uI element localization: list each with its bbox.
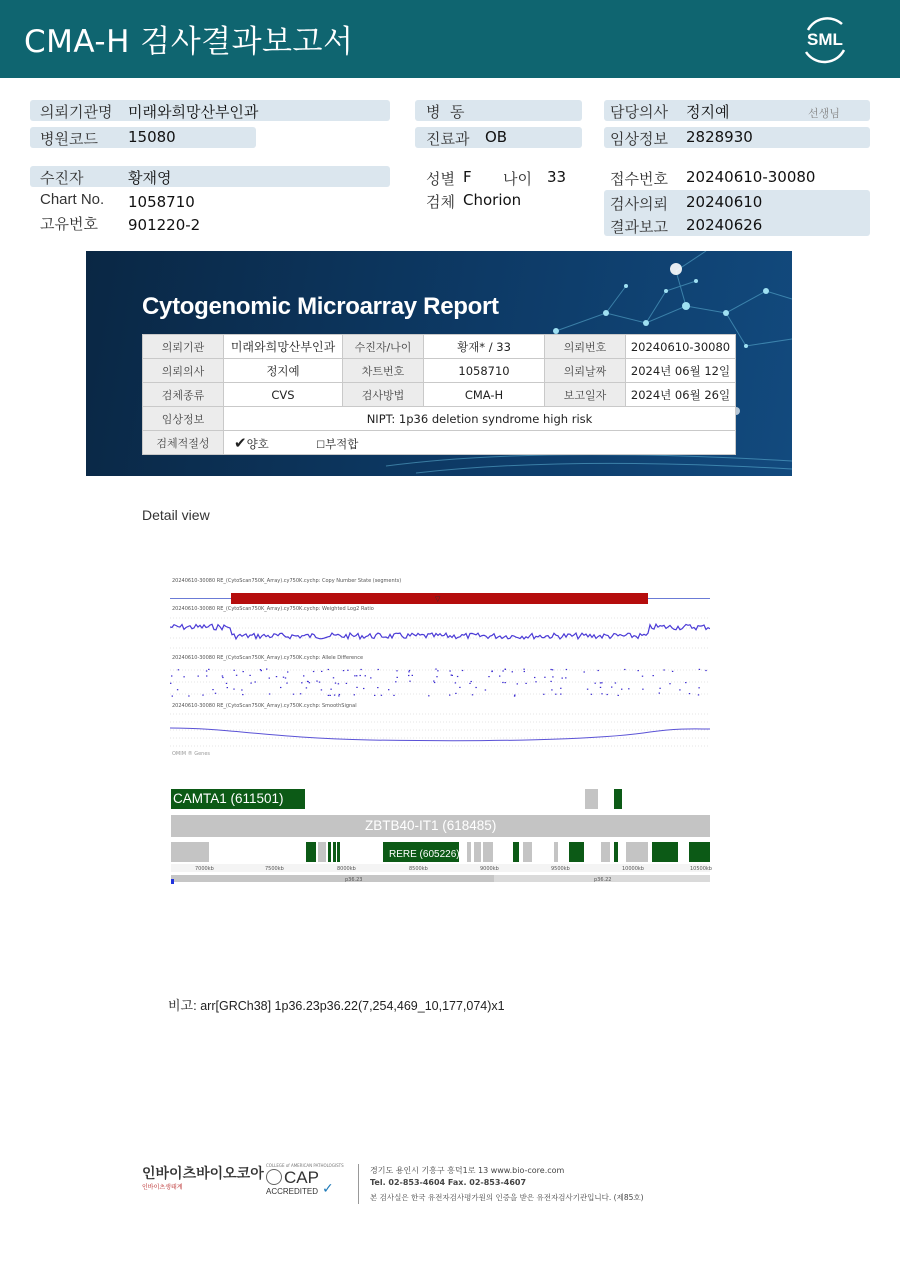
allele-point — [287, 671, 288, 672]
allele-point — [434, 682, 435, 683]
allele-point — [215, 693, 216, 694]
gene-block — [614, 789, 622, 809]
allele-point — [206, 675, 207, 676]
allele-point — [172, 696, 173, 697]
allele-point — [354, 694, 355, 695]
allele-difference-track — [170, 662, 710, 702]
allele-point — [307, 681, 308, 682]
allele-point — [233, 689, 234, 690]
cap-main-text: CAP — [284, 1168, 319, 1187]
allele-point — [705, 670, 706, 671]
allele-point — [319, 682, 320, 683]
allele-point — [455, 682, 456, 683]
allele-point — [699, 669, 700, 670]
report-banner — [86, 251, 792, 476]
allele-point — [615, 682, 616, 683]
department-value: OB — [485, 128, 508, 146]
allele-point — [370, 677, 371, 678]
table-cell: 차트번호 — [343, 359, 424, 383]
axis-tick: 8500kb — [409, 866, 428, 872]
allele-point — [354, 675, 355, 676]
sex-label: 성별 — [426, 170, 455, 188]
allele-point — [338, 683, 339, 684]
allele-point — [607, 694, 608, 695]
allele-point — [624, 669, 625, 670]
allele-point — [517, 683, 518, 684]
allele-point — [321, 671, 322, 672]
table-cell: 수진자/나이 — [343, 335, 424, 359]
allele-point — [339, 694, 340, 695]
allele-point — [408, 671, 409, 672]
checkmark-icon: ✔ — [234, 433, 247, 452]
allele-point — [618, 695, 619, 696]
band-label: p36.22 — [594, 877, 612, 883]
allele-point — [550, 681, 551, 682]
allele-point — [611, 687, 612, 688]
allele-point — [523, 669, 524, 670]
allele-point — [293, 694, 294, 695]
allele-point — [543, 694, 544, 695]
report-date-label: 결과보고 — [610, 218, 668, 236]
table-cell: 황재* / 33 — [424, 335, 545, 359]
allele-point — [377, 687, 378, 688]
allele-point — [321, 689, 322, 690]
allele-point — [544, 677, 545, 678]
allele-point — [171, 675, 172, 676]
allele-point — [409, 681, 410, 682]
request-value: 20240610 — [686, 193, 763, 211]
allele-point — [412, 675, 413, 676]
allele-point — [659, 693, 660, 694]
allele-point — [601, 693, 602, 694]
request-label: 검사의뢰 — [610, 195, 668, 213]
track-label: 20240610-30080 RE_(CytoScan750K_Array).cy750K.cychp: Copy Number State (segments) — [172, 578, 402, 584]
allele-point — [598, 670, 599, 671]
allele-point — [600, 682, 601, 683]
allele-point — [397, 677, 398, 678]
allele-point — [276, 676, 277, 677]
allele-point — [505, 669, 506, 670]
allele-point — [449, 695, 450, 696]
allele-point — [471, 681, 472, 682]
allele-point — [316, 681, 317, 682]
axis-tick: 7500kb — [265, 866, 284, 872]
table-cell: 2024년 06월 12일 — [626, 359, 736, 383]
allele-point — [283, 677, 284, 678]
allele-point — [551, 689, 552, 690]
allele-point — [535, 681, 536, 682]
track-label: OMIM ® Genes — [172, 751, 211, 757]
suitability-good: 양호 — [246, 436, 269, 451]
allele-point — [378, 669, 379, 670]
allele-point — [347, 670, 348, 671]
allele-point — [628, 688, 629, 689]
sex-value: F — [463, 168, 472, 186]
smooth-signal-track — [170, 710, 710, 750]
allele-point — [309, 682, 310, 683]
allele-point — [552, 676, 553, 677]
table-cell: 검체종류 — [143, 383, 224, 407]
allele-point — [514, 695, 515, 696]
allele-point — [566, 669, 567, 670]
table-cell: 의뢰기관 — [143, 335, 224, 359]
table-row — [143, 383, 736, 407]
allele-point — [208, 669, 209, 670]
axis-tick: 8000kb — [337, 866, 356, 872]
allele-point — [356, 675, 357, 676]
allele-point — [328, 695, 329, 696]
allele-point — [663, 669, 664, 670]
track-label: 20240610-30080 RE_(CytoScan750K_Array).cy750K.cychp: SmoothSignal — [172, 703, 357, 709]
gene-block — [585, 789, 598, 809]
allele-point — [388, 689, 389, 690]
clinical-label: 임상정보 — [610, 130, 668, 148]
allele-point — [202, 695, 203, 696]
allele-point — [222, 675, 223, 676]
gene-label: ZBTB40-IT1 (618485) — [365, 818, 497, 833]
gene-zbtb40 — [171, 815, 710, 837]
allele-point — [365, 675, 366, 676]
allele-point — [243, 671, 244, 672]
allele-point — [433, 681, 434, 682]
institution-label: 의뢰기관명 — [40, 103, 113, 121]
allele-point — [242, 694, 243, 695]
allele-point — [188, 695, 189, 696]
allele-point — [462, 670, 463, 671]
allele-point — [363, 688, 364, 689]
allele-point — [502, 670, 503, 671]
allele-point — [177, 689, 178, 690]
allele-point — [381, 695, 382, 696]
allele-point — [525, 683, 526, 684]
remark-label: 비고: — [168, 998, 197, 1013]
allele-point — [330, 689, 331, 690]
allele-point — [502, 682, 503, 683]
clinical-info-label: 임상정보 — [143, 407, 224, 431]
allele-point — [659, 688, 660, 689]
remark — [168, 995, 505, 1014]
ward-label: 병 동 — [426, 103, 465, 121]
cap-top-text: COLLEGE of AMERICAN PATHOLOGISTS — [266, 1163, 344, 1168]
allele-point — [330, 695, 331, 696]
table-row — [143, 359, 736, 383]
log2-ratio-track — [170, 613, 710, 653]
axis-tick: 9500kb — [551, 866, 570, 872]
allele-point — [562, 678, 563, 679]
allele-point — [343, 670, 344, 671]
age-value: 33 — [547, 168, 567, 186]
allele-point — [587, 689, 588, 690]
allele-point — [601, 682, 602, 683]
company-name: 인바이츠바이오코아 — [142, 1166, 264, 1182]
allele-point — [488, 676, 489, 677]
allele-point — [457, 676, 458, 677]
axis-tick: 10000kb — [622, 866, 644, 872]
allele-point — [638, 670, 639, 671]
allele-point — [437, 670, 438, 671]
doctor-suffix: 선생님 — [808, 107, 840, 120]
cap-accredited-text: ACCREDITED — [266, 1187, 319, 1196]
table-cell: 1058710 — [424, 359, 545, 383]
department-label: 진료과 — [426, 130, 470, 148]
table-row — [143, 431, 736, 455]
track-label: 20240610-30080 RE_(CytoScan750K_Array).cy750K.cychp: Allele Difference — [172, 655, 364, 661]
chart-value: 1058710 — [128, 193, 195, 211]
table-cell: CVS — [224, 383, 343, 407]
allele-point — [227, 687, 228, 688]
allele-point — [313, 671, 314, 672]
unique-label: 고유번호 — [40, 215, 98, 233]
table-row — [143, 407, 736, 431]
allele-point — [475, 687, 476, 688]
table-cell: 정지예 — [224, 359, 343, 383]
patient-label: 수진자 — [40, 169, 84, 187]
allele-point — [653, 675, 654, 676]
allele-point — [269, 693, 270, 694]
allele-point — [409, 670, 410, 671]
allele-point — [333, 677, 334, 678]
remark-value: arr[GRCh38] 1p36.23p36.22(7,254,469_10,177,074)x1 — [200, 999, 505, 1013]
axis-tick: 9000kb — [480, 866, 499, 872]
allele-point — [212, 689, 213, 690]
allele-point — [621, 689, 622, 690]
sml-logo — [798, 12, 852, 66]
unique-value: 901220-2 — [128, 216, 201, 234]
allele-point — [360, 669, 361, 670]
allele-point — [505, 682, 506, 683]
allele-point — [178, 669, 179, 670]
clinical-value: 2828930 — [686, 128, 753, 146]
gene-label: CAMTA1 (611501) — [173, 791, 284, 806]
allele-point — [642, 676, 643, 677]
table-cell: 의뢰의사 — [143, 359, 224, 383]
banner-title: Cytogenomic Microarray Report — [142, 293, 499, 320]
allele-point — [393, 695, 394, 696]
table-cell: 의뢰번호 — [545, 335, 626, 359]
doctor-value: 정지예 — [686, 103, 730, 121]
cap-seal-icon — [266, 1169, 282, 1185]
table-cell: 미래와희망산부인과 — [224, 335, 343, 359]
allele-point — [428, 695, 429, 696]
allele-point — [286, 683, 287, 684]
allele-point — [360, 675, 361, 676]
table-cell: 2024년 06월 26일 — [626, 383, 736, 407]
footer-divider — [358, 1164, 359, 1204]
allele-point — [685, 682, 686, 683]
allele-point — [334, 695, 335, 696]
allele-point — [584, 671, 585, 672]
allele-point — [261, 670, 262, 671]
table-cell: 검사방법 — [343, 383, 424, 407]
info-bar — [30, 166, 390, 187]
allele-point — [249, 675, 250, 676]
allele-point — [236, 675, 237, 676]
table-cell: CMA-H — [424, 383, 545, 407]
allele-point — [338, 695, 339, 696]
allele-point — [512, 671, 513, 672]
allele-point — [266, 669, 267, 670]
report-date-value: 20240626 — [686, 216, 763, 234]
allele-point — [280, 687, 281, 688]
allele-point — [306, 687, 307, 688]
allele-point — [396, 670, 397, 671]
allele-point — [600, 687, 601, 688]
allele-point — [669, 683, 670, 684]
footer-tel: Tel. 02-853-4604 Fax. 02-853-4607 — [370, 1178, 527, 1187]
institution-value: 미래와희망산부인과 — [128, 103, 259, 121]
suitability-label: 검체적절성 — [143, 431, 224, 455]
suitability-options — [224, 431, 736, 455]
band-label: p36.23 — [345, 877, 363, 883]
allele-point — [698, 687, 699, 688]
allele-point — [255, 681, 256, 682]
allele-point — [679, 689, 680, 690]
allele-point — [408, 675, 409, 676]
gene-camta1 — [171, 789, 305, 809]
allele-point — [560, 694, 561, 695]
logo-text: SML — [807, 30, 843, 49]
allele-point — [672, 671, 673, 672]
allele-point — [269, 678, 270, 679]
doctor-label: 담당의사 — [610, 103, 668, 121]
allele-point — [485, 689, 486, 690]
allele-point — [555, 694, 556, 695]
allele-point — [499, 676, 500, 677]
microarray-plot — [170, 575, 710, 760]
allele-point — [206, 670, 207, 671]
allele-point — [534, 677, 535, 678]
allele-point — [595, 683, 596, 684]
report-summary-table — [142, 334, 736, 455]
allele-point — [395, 681, 396, 682]
allele-point — [642, 689, 643, 690]
allele-point — [250, 683, 251, 684]
allele-point — [472, 694, 473, 695]
allele-point — [469, 683, 470, 684]
gene-rere-label: RERE (605226) — [389, 849, 460, 860]
receipt-value: 20240610-30080 — [686, 168, 816, 186]
clinical-info-value: NIPT: 1p36 deletion syndrome high risk — [224, 407, 736, 431]
axis-tick: 7000kb — [195, 866, 214, 872]
hospital-code-value: 15080 — [128, 128, 176, 146]
suitability-bad: 부적합 — [325, 436, 359, 451]
allele-point — [449, 670, 450, 671]
checkbox-icon: ☐ — [316, 439, 326, 451]
track-label: 20240610-30080 RE_(CytoScan750K_Array).cy750K.cychp: Weighted Log2 Ratio — [172, 606, 374, 612]
allele-point — [435, 669, 436, 670]
specimen-value: Chorion — [463, 191, 522, 209]
page-title: CMA-H 검사결과보고서 — [24, 24, 354, 60]
hospital-code-label: 병원코드 — [40, 130, 98, 148]
allele-point — [198, 676, 199, 677]
chart-label: Chart No. — [40, 191, 105, 208]
allele-point — [491, 671, 492, 672]
allele-point — [170, 683, 171, 684]
allele-point — [689, 693, 690, 694]
triangle-marker-icon: ▽ — [435, 595, 441, 603]
checkmark-icon: ✓ — [322, 1181, 334, 1197]
company-subtitle: 인바이츠생태계 — [142, 1184, 183, 1191]
table-cell: 20240610-30080 — [626, 335, 736, 359]
table-cell: 보고일자 — [545, 383, 626, 407]
axis-tick: 10500kb — [690, 866, 712, 872]
allele-point — [436, 676, 437, 677]
allele-point — [524, 671, 525, 672]
allele-point — [356, 687, 357, 688]
allele-point — [241, 689, 242, 690]
allele-point — [452, 675, 453, 676]
allele-point — [698, 694, 699, 695]
cap-logo — [266, 1163, 346, 1205]
allele-point — [346, 683, 347, 684]
table-row — [143, 335, 736, 359]
age-label: 나이 — [503, 170, 532, 188]
allele-point — [591, 694, 592, 695]
footer-address: 경기도 용인시 기흥구 흥덕1로 13 www.bio-core.com — [370, 1166, 565, 1175]
table-cell: 의뢰날짜 — [545, 359, 626, 383]
allele-point — [300, 693, 301, 694]
allele-point — [303, 675, 304, 676]
allele-point — [335, 683, 336, 684]
allele-point — [459, 687, 460, 688]
footer-certification: 본 검사실은 한국 유전자검사평가원의 인증을 받은 유전자검사기관입니다. (제85호) — [370, 1193, 644, 1202]
allele-point — [285, 677, 286, 678]
allele-point — [222, 677, 223, 678]
detail-view-title: Detail view — [142, 507, 210, 523]
allele-point — [301, 682, 302, 683]
allele-point — [226, 683, 227, 684]
receipt-label: 접수번호 — [610, 170, 668, 188]
allele-point — [565, 677, 566, 678]
allele-point — [183, 676, 184, 677]
allele-point — [374, 695, 375, 696]
allele-point — [552, 669, 553, 670]
allele-point — [455, 693, 456, 694]
patient-value: 황재영 — [128, 169, 172, 187]
allele-point — [234, 670, 235, 671]
allele-point — [550, 669, 551, 670]
allele-point — [560, 688, 561, 689]
specimen-label: 검체 — [426, 193, 455, 211]
allele-point — [328, 669, 329, 670]
